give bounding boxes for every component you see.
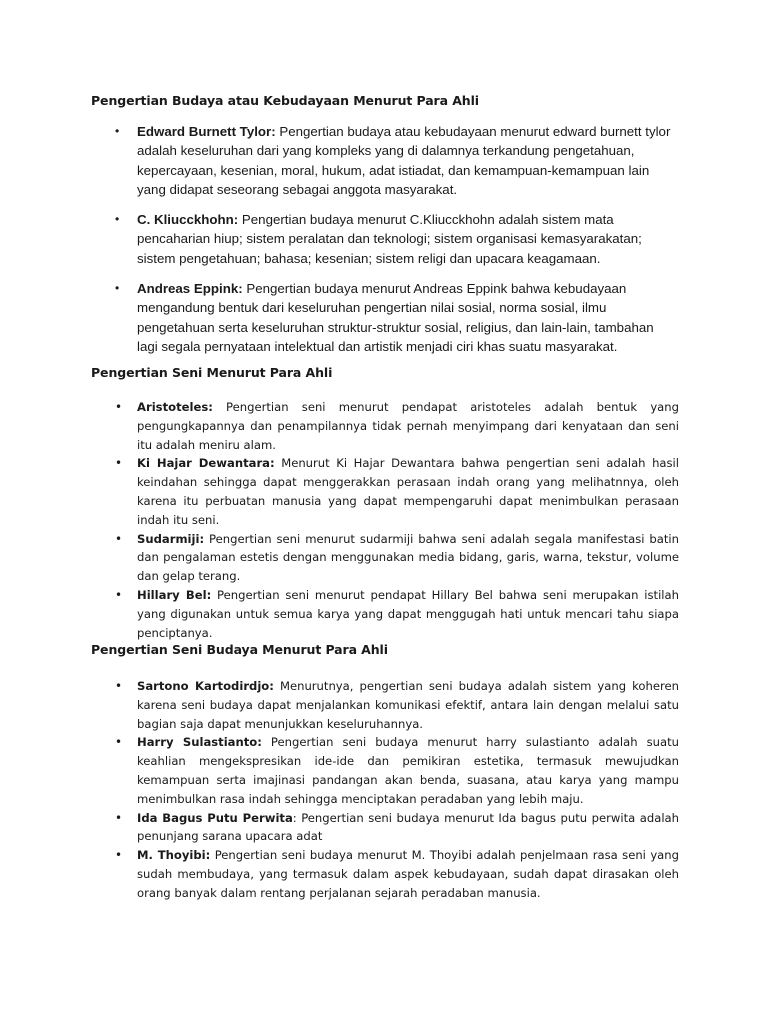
bullet-icon: • xyxy=(115,810,123,825)
list-item xyxy=(115,733,679,808)
item-text: Pengertian budaya menurut Andreas Eppink bahwa kebudayaan mengandung bentuk dari keseluruhan pengertian nilai sosial, norma sosial, ilmu pengetahuan serta keseluruhan struktur-struktur sosial, religius, dan lain-lain, tambahan lagi segala pernyataan intelektual dan artistik menjadi ciri khas suatu masyarakat. xyxy=(137,281,654,354)
item-term: Sartono Kartodirdjo: xyxy=(137,679,274,693)
item-term: Ida Bagus Putu Perwita xyxy=(137,810,293,825)
section-heading-budaya: Pengertian Budaya atau Kebudayaan Menurut Para Ahli xyxy=(91,93,479,108)
item-term: Andreas Eppink: xyxy=(137,281,243,297)
list-item xyxy=(115,279,675,356)
item-term: Edward Burnett Tylor: xyxy=(137,124,276,139)
item-text: Pengertian seni menurut sudarmiji bahwa seni adalah segala manifestasi batin dan pengalaman estetis dengan menggunakan media bidang, garis, warna, tekstur, volume dan gelap terang. xyxy=(137,531,679,584)
list-item xyxy=(115,398,679,454)
list-item xyxy=(115,586,679,642)
item-term: M. Thoyibi: xyxy=(137,848,211,863)
item-term: Hillary Bel: xyxy=(137,587,212,602)
list-item xyxy=(115,677,679,733)
item-text: Menurutnya, pengertian seni budaya adalah sistem yang koheren karena seni budaya dapat menjalankan komunikasi efektif, antara lain dengan melalui satu bagian saja dapat menunjukkan keseluruhannya. xyxy=(137,679,679,731)
list-item xyxy=(115,210,675,268)
bullet-icon: • xyxy=(115,212,120,227)
item-text: Menurut Ki Hajar Dewantara bahwa pengertian seni adalah hasil keindahan sehingga dapat menggerakkan perasaan indah orang yang melihatnnya, oleh karena itu perbuatan manusia yang dapat mempengaruhi dapat menimbulkan perasaan indah itu seni. xyxy=(137,456,680,527)
list-item xyxy=(115,122,675,199)
bullet-icon: • xyxy=(115,531,123,546)
list-seni-budaya xyxy=(115,677,679,903)
item-term: C. Kliucckhohn: xyxy=(137,212,239,228)
item-term: Aristoteles: xyxy=(137,400,213,414)
bullet-icon: • xyxy=(115,400,123,414)
bullet-icon: • xyxy=(115,848,123,863)
item-text: Pengertian budaya atau kebudayaan menurut edward burnett tylor adalah keseluruhan dari yang kompleks yang di dalamnya terkandung pengetahuan, kepercayaan, kesenian, moral, hukum, adat istiadat, dan kemampuan-kemampuan lain yang didapat seseorang sebagai anggota masyarakat. xyxy=(137,124,671,197)
bullet-icon: • xyxy=(115,456,123,471)
list-item xyxy=(115,530,679,586)
item-text: Pengertian seni budaya menurut M. Thoyibi adalah penjelmaan rasa seni yang sudah membudaya, yang termasuk dalam aspek kebudayaan, sudah dapat dirasakan oleh orang banyak dalam rentang perjalanan sejarah peradaban manusia. xyxy=(137,848,679,900)
item-text: Pengertian seni budaya menurut harry sulastianto adalah suatu keahlian mengekspresikan ide-ide dan pemikiran estetika, termasuk mewujudkan kemampuan serta imajinasi pandangan akan benda, suasana, atau karya yang mampu menimbulkan rasa indah sehingga menciptakan peradaban yang lebih maju. xyxy=(137,735,679,806)
bullet-icon: • xyxy=(115,281,120,296)
list-item xyxy=(115,454,679,529)
item-text: : Pengertian seni budaya menurut Ida bagus putu perwita adalah penunjang sarana upacara adat xyxy=(137,810,679,844)
item-text: Pengertian budaya menurut C.Kliucckhohn adalah sistem mata pencaharian hiup; sistem peralatan dan teknologi; sistem organisasi kemasyarakatan; sistem pengetahuan; bahasa; kesenian; sistem religi dan upacara keagamaan. xyxy=(137,212,642,266)
item-term: Ki Hajar Dewantara: xyxy=(137,456,275,471)
list-item xyxy=(115,809,679,847)
bullet-icon: • xyxy=(115,124,120,138)
item-term: Sudarmiji: xyxy=(137,531,205,546)
list-item xyxy=(115,846,679,902)
section-heading-seni-budaya: Pengertian Seni Budaya Menurut Para Ahli xyxy=(91,642,388,657)
bullet-icon: • xyxy=(115,587,123,602)
list-seni xyxy=(115,398,679,642)
item-term: Harry Sulastianto: xyxy=(137,735,262,750)
item-text: Pengertian seni menurut pendapat Hillary Bel bahwa seni merupakan istilah yang digunakan untuk semua karya yang dapat menggugah hati untuk mencari tahu siapa penciptanya. xyxy=(137,587,679,640)
item-text: Pengertian seni menurut pendapat aristoteles adalah bentuk yang pengungkapannya dan penampilannya tidak pernah menyimpang dari kenyataan dan seni itu adalah meniru alam. xyxy=(137,400,679,452)
bullet-icon: • xyxy=(115,735,123,750)
bullet-icon: • xyxy=(115,679,123,693)
list-budaya xyxy=(115,122,675,367)
section-heading-seni: Pengertian Seni Menurut Para Ahli xyxy=(91,365,333,380)
